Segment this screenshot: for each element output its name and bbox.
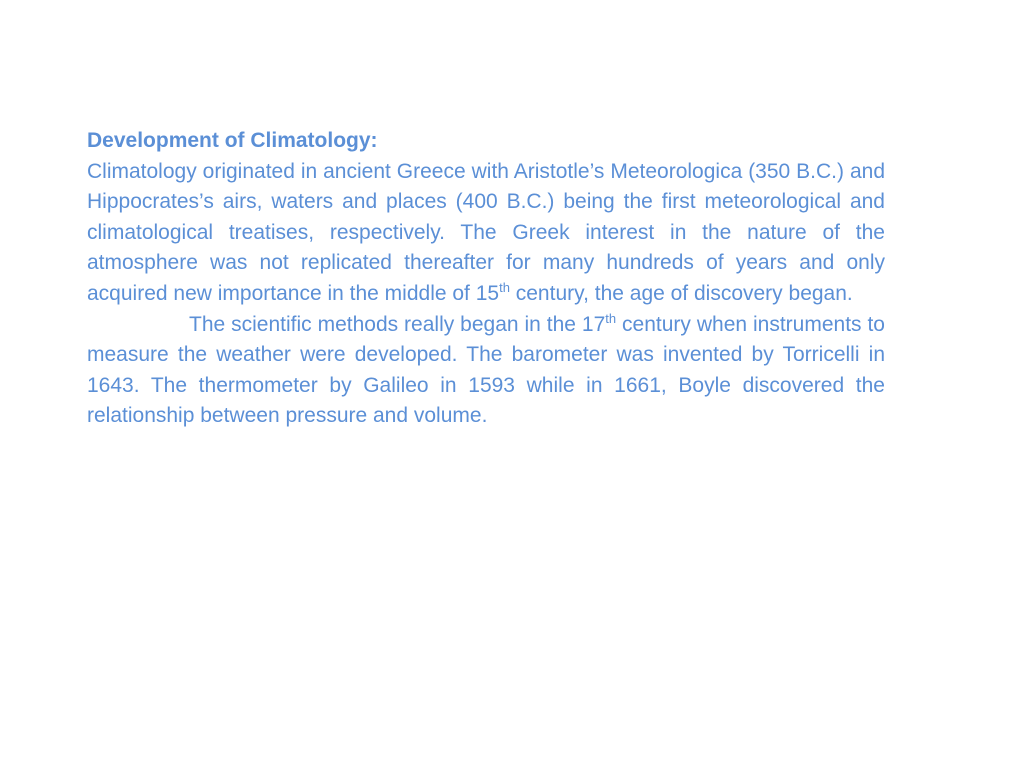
paragraph-origins (87, 157, 885, 310)
section-heading: Development of Climatology: (87, 129, 378, 152)
text-block (87, 126, 885, 432)
paragraph-methods-text: The scientific methods really began in the 17 (189, 312, 606, 336)
ordinal-suffix: th (499, 279, 510, 295)
paragraph-origins-text: Climatology originated in ancient Greece with Aristotle’s Meteorologica (350 B.C.) and Hippocrates’s airs, waters and places (400 B.C.) being the first meteorological and climatological treatises, respectively. The Greek interest in the nature of the atmosphere was not replicated thereafter for many hundreds of years and only acquired new importance in the middle of 15 (87, 159, 885, 305)
paragraph-origins-tail: century, the age of discovery began. (509, 281, 853, 305)
paragraph-scientific-methods (87, 310, 885, 432)
paragraph-methods-tail: century when instruments to measure the weather were developed. The barometer was invented by Torricelli in 1643. The thermometer by Galileo in 1593 while in 1661, Boyle discovered the relationship between pressure and volume. (87, 312, 885, 428)
ordinal-suffix: th (605, 310, 617, 326)
